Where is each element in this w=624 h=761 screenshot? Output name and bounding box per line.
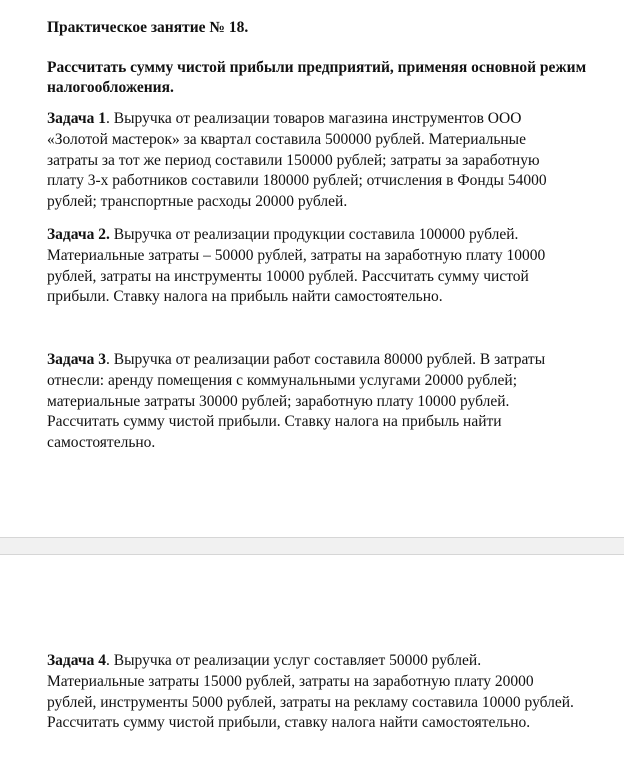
task-3-label: Задача 3	[47, 351, 107, 368]
page-separator	[0, 537, 624, 555]
task-1	[47, 109, 577, 213]
task-1-label: Задача 1	[47, 110, 107, 127]
task-2-label: Задача 2.	[47, 226, 110, 243]
task-4	[47, 651, 577, 734]
page-title: Практическое занятие № 18.	[47, 19, 249, 36]
task-4-label: Задача 4	[47, 652, 107, 669]
task-4-text: . Выручка от реализации услуг составляет 50000 рублей. Материальные затраты 15000 рублей, затраты на заработную плату 20000 рублей, инструменты 5000 рублей, затраты на рекламу составила 10000 рублей. Рассчитать сумму чистой прибыли, ставку налога найти самостоятельно.	[47, 652, 574, 732]
task-3	[47, 350, 577, 454]
page-subtitle: Рассчитать сумму чистой прибыли предприятий, применяя основной режим налогообложения.	[47, 59, 587, 96]
task-1-text: . Выручка от реализации товаров магазина инструментов ООО «Золотой мастерок» за квартал составила 500000 рублей. Материальные затраты за тот же период составили 150000 рублей; затраты за заработную плату 3-х работников составили 180000 рублей; отчисления в Фонды 54000 рублей; транспортные расходы 20000 рублей.	[47, 110, 547, 211]
task-3-text: . Выручка от реализации работ составила 80000 рублей. В затраты отнесли: аренду помещения с коммунальными услугами 20000 рублей; материальные затраты 30000 рублей; заработную плату 10000 рублей. Рассчитать сумму чистой прибыли. Ставку налога на прибыль найти самостоятельно.	[47, 351, 546, 452]
document-page-2	[0, 555, 624, 761]
task-2-text: Выручка от реализации продукции составила 100000 рублей. Материальные затраты – 50000 рублей, затраты на заработную плату 10000 рублей, затраты на инструменты 10000 рублей. Рассчитать сумму чистой прибыли. Ставку налога на прибыль найти самостоятельно.	[47, 226, 546, 306]
task-2	[47, 225, 577, 308]
